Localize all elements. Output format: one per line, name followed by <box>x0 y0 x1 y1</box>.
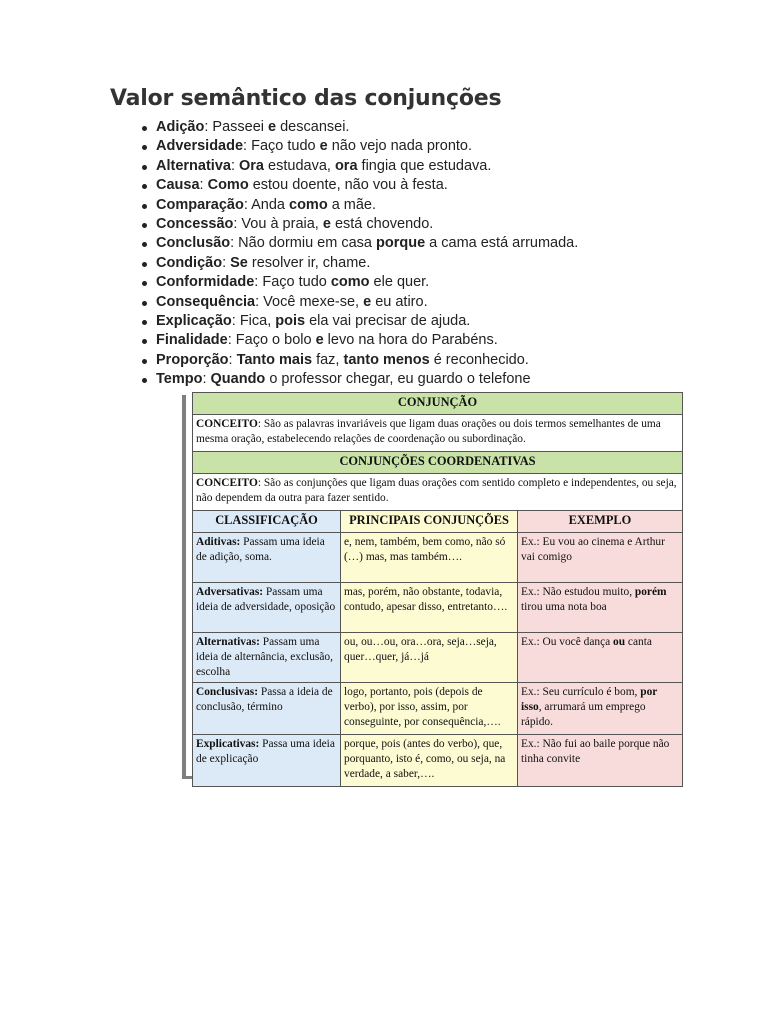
column-header-exemplo: EXEMPLO <box>518 511 683 533</box>
list-item-bold: porque <box>376 235 426 252</box>
list-item-term: Proporção <box>156 351 229 368</box>
list-item <box>138 273 738 292</box>
classification-cell-bold: Conclusivas: <box>196 686 259 698</box>
list-item-text: : Fica, <box>231 313 276 330</box>
list-item-text: estudava, <box>264 157 335 174</box>
conjunction-table-image <box>186 392 682 780</box>
list-item-term: Concessão <box>156 216 234 233</box>
classification-cell-bold: Aditivas: <box>196 536 241 548</box>
list-item-term: Tempo <box>156 371 203 388</box>
column-header-conjuncoes: PRINCIPAIS CONJUNÇÕES <box>341 511 518 533</box>
list-item <box>138 157 738 176</box>
example-cell <box>518 533 683 583</box>
list-item-text: fingia que estudava. <box>357 157 492 174</box>
list-item-text: levo na hora do Parabéns. <box>323 332 498 349</box>
classification-cell <box>193 633 341 683</box>
list-item-term: Consequência <box>156 293 256 310</box>
list-item-text: ele quer. <box>369 274 430 291</box>
example-cell-text: Ex.: Não fui ao baile porque não tinha convite <box>521 738 670 765</box>
conjunctions-cell <box>341 533 518 583</box>
list-item <box>138 137 738 156</box>
list-item <box>138 118 738 137</box>
list-item-term: Adversidade <box>156 138 244 155</box>
concept-text: : São as palavras invariáveis que ligam duas orações ou dois termos semelhantes de uma mesma oração, estabelecendo relações de coordenação ou subordinação. <box>196 418 661 445</box>
list-item <box>138 293 738 312</box>
list-item-term: Adição <box>156 119 205 135</box>
list-item-text: : Não dormiu em casa <box>230 235 376 252</box>
list-item-text: não vejo nada pronto. <box>327 138 473 155</box>
list-item-text: : <box>202 371 211 388</box>
conjunctions-cell-text: ou, ou…ou, ora…ora, seja…seja, quer…quer, já…já <box>344 636 497 663</box>
classification-cell-bold: Explicativas: <box>196 738 260 750</box>
list-item-text: : Faço tudo <box>243 138 320 155</box>
example-cell-text: Ex.: Eu vou ao cinema e Arthur vai comigo <box>521 536 665 563</box>
list-item-text: está chovendo. <box>330 216 434 233</box>
list-item <box>138 351 738 370</box>
conjunctions-cell-text: e, nem, também, bem como, não só (…) mas, mas também…. <box>344 536 506 563</box>
table-row <box>193 683 683 735</box>
classification-cell <box>193 533 341 583</box>
column-header-classificacao: CLASSIFICAÇÃO <box>193 511 341 533</box>
list-item-bold: Como <box>207 177 249 194</box>
list-item-text: descansei. <box>276 119 350 135</box>
classification-cell-text: Passam uma ideia de adição, soma. <box>196 536 325 563</box>
list-item <box>138 331 738 350</box>
list-item-text: resolver ir, chame. <box>247 254 371 271</box>
classification-cell <box>193 583 341 633</box>
list-item-term: Causa <box>156 177 200 194</box>
list-item-text: ela vai precisar de ajuda. <box>305 313 471 330</box>
table-row <box>193 633 683 683</box>
list-item-bold: Tanto mais <box>236 351 313 368</box>
classification-cell <box>193 735 341 787</box>
classification-cell-bold: Alternativas: <box>196 636 260 648</box>
example-cell <box>518 735 683 787</box>
table-row <box>193 735 683 787</box>
example-cell-bold: porém <box>634 586 667 598</box>
conjunction-list <box>138 118 738 390</box>
list-item-term: Alternativa <box>156 157 231 174</box>
concept-label: CONCEITO <box>196 418 258 430</box>
example-cell-text: , arrumará um emprego rápido. <box>521 701 646 728</box>
list-item <box>138 234 738 253</box>
list-item-bold: pois <box>275 313 306 330</box>
list-item-text: : Faço o bolo <box>227 332 316 349</box>
list-item-text: : Passeei <box>204 119 269 135</box>
example-cell-bold: ou <box>613 636 626 648</box>
list-item-bold: Quando <box>210 371 266 388</box>
conjunctions-cell <box>341 583 518 633</box>
list-item <box>138 370 738 389</box>
conjunction-table <box>192 392 683 787</box>
classification-cell-text: Passam uma ideia de adversidade, oposição <box>196 586 336 613</box>
list-item-text: a cama está arrumada. <box>425 235 579 252</box>
list-item <box>138 176 738 195</box>
list-item-term: Comparação <box>156 196 244 213</box>
concept-text: : São as conjunções que ligam duas orações com sentido completo e independentes, ou seja, não dependem da outra para fazer sentido. <box>196 477 677 504</box>
concept-conjuncao <box>193 415 683 452</box>
concept-coordenativas <box>193 474 683 511</box>
list-item <box>138 312 738 331</box>
list-item-term: Conclusão <box>156 235 231 252</box>
table-row <box>193 583 683 633</box>
table-header-conjuncao: CONJUNÇÃO <box>193 393 683 415</box>
list-item-text: : <box>228 351 237 368</box>
list-item-text: é reconhecido. <box>429 351 529 368</box>
example-cell-text: canta <box>625 636 652 648</box>
list-item-text: a mãe. <box>327 196 377 213</box>
list-item-bold: como <box>289 196 328 213</box>
list-item-text: : <box>230 157 240 174</box>
list-item-text: estou doente, não vou à festa. <box>248 177 448 194</box>
page-title: Valor semântico das conjunções <box>110 86 502 111</box>
example-cell-bold: por isso <box>521 686 658 713</box>
list-item-text: : Você mexe-se, <box>255 293 364 310</box>
list-item-bold: e <box>315 332 324 349</box>
list-item-term: Explicação <box>156 313 232 330</box>
list-item <box>138 215 738 234</box>
list-item <box>138 196 738 215</box>
table-body <box>193 533 683 787</box>
list-item-text: eu atiro. <box>371 293 428 310</box>
list-item-bold: e <box>319 138 328 155</box>
table-row <box>193 533 683 583</box>
list-item-bold: Se <box>230 254 248 271</box>
classification-cell-text: Passam uma ideia de alternância, exclusão, escolha <box>196 636 333 678</box>
list-item-bold: e <box>363 293 372 310</box>
example-cell <box>518 683 683 735</box>
example-cell-text: Ex.: Ou você dança <box>521 636 614 648</box>
list-item-text: : <box>199 177 208 194</box>
list-item <box>138 254 738 273</box>
classification-cell-text: Passa uma ideia de explicação <box>196 738 335 765</box>
example-cell <box>518 633 683 683</box>
classification-cell-bold: Adversativas: <box>196 586 264 598</box>
concept-label: CONCEITO <box>196 477 258 489</box>
example-cell-text: tirou uma nota boa <box>521 601 607 613</box>
list-item-term: Finalidade <box>156 332 228 349</box>
list-item-bold: ora <box>334 157 358 174</box>
classification-cell-text: Passa a ideia de conclusão, término <box>196 686 333 713</box>
list-item-term: Condição <box>156 254 223 271</box>
example-cell <box>518 583 683 633</box>
conjunctions-cell <box>341 735 518 787</box>
example-cell-text: Ex.: Não estudou muito, <box>521 586 635 598</box>
list-item-text: faz, <box>312 351 344 368</box>
list-item-bold: e <box>268 119 277 135</box>
classification-cell <box>193 683 341 735</box>
list-item-bold: como <box>330 274 370 291</box>
example-cell-text: Ex.: Seu currículo é bom, <box>521 686 641 698</box>
list-item-text: : Anda <box>243 196 289 213</box>
list-item-term: Conformidade <box>156 274 255 291</box>
list-item-bold: e <box>322 216 331 233</box>
list-item-text: : <box>222 254 231 271</box>
list-item-text: o professor chegar, eu guardo o telefone <box>265 371 531 388</box>
list-item-bold: Ora <box>239 157 265 174</box>
table-header-coordenativas: CONJUNÇÕES COORDENATIVAS <box>193 452 683 474</box>
list-item-text: : Faço tudo <box>254 274 331 291</box>
conjunctions-cell <box>341 633 518 683</box>
conjunctions-cell-text: porque, pois (antes do verbo), que, porquanto, isto é, como, ou seja, na verdade, a saber,…. <box>344 738 506 780</box>
list-item-text: : Vou à praia, <box>233 216 323 233</box>
conjunctions-cell <box>341 683 518 735</box>
conjunctions-cell-text: logo, portanto, pois (depois de verbo), por isso, assim, por conseguinte, por consequência,…. <box>344 686 501 728</box>
list-item-bold: tanto menos <box>343 351 430 368</box>
conjunctions-cell-text: mas, porém, não obstante, todavia, contudo, apesar disso, entretanto…. <box>344 586 508 613</box>
